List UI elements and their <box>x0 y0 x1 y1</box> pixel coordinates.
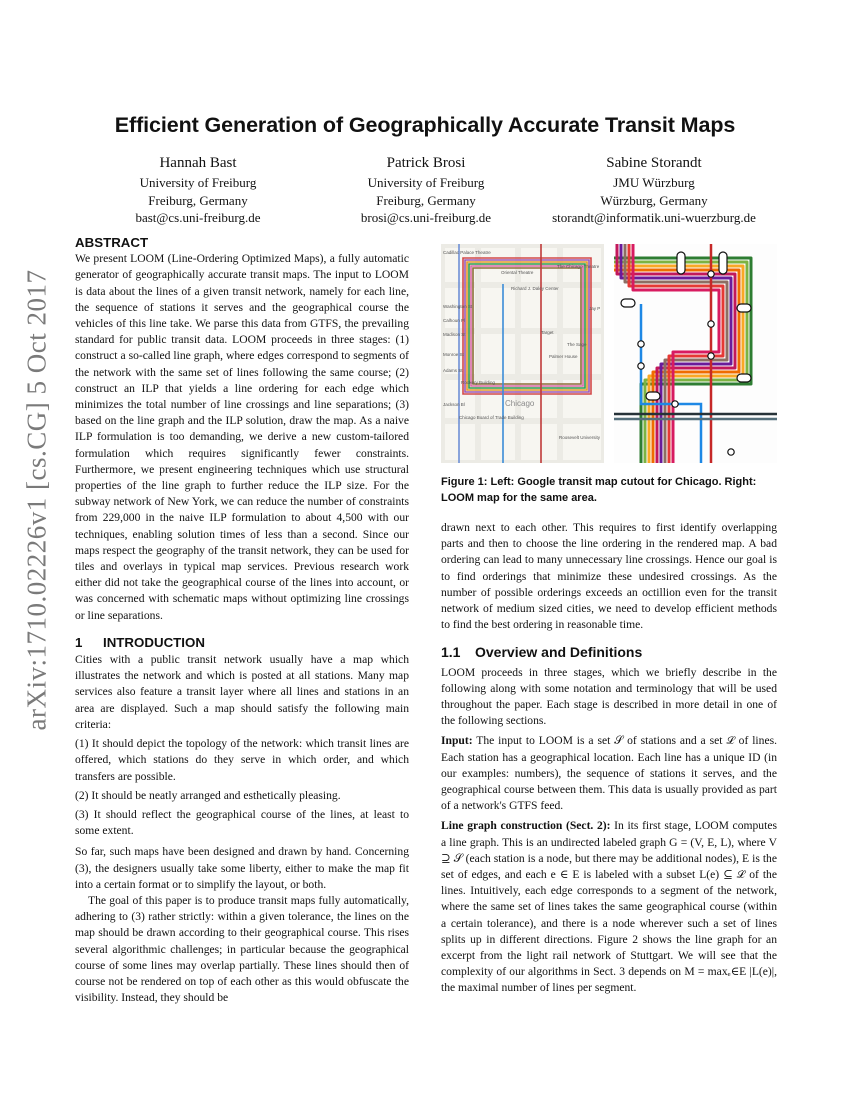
map-label: Chicago <box>505 399 535 408</box>
map-label: Roosevelt University <box>559 435 601 440</box>
paragraph: LOOM proceeds in three stages, which we briefly describe in the following along with some notation and terminology that will be used throughout the paper. Each stage is described in more detail in one of the following sections. <box>441 665 777 728</box>
criterion-item: (2) It should be neatly arranged and esthetically pleasing. <box>75 788 341 802</box>
paper-title: Efficient Generation of Geographically Accurate Transit Maps <box>114 113 736 137</box>
author-affiliation: University of Freiburg <box>139 175 257 190</box>
figure-1 <box>441 244 777 463</box>
paragraph: Line graph construction (Sect. 2): In its first stage, LOOM computes a line graph. This is an undirected labeled graph G = (V, E, L), where V ⊇ 𝒮 (each station is a node, but there may be additional nodes), E is the set of edges, and each e ∈ E is labeled with a subset L(e) ⊆ ℒ of the lines. Intuitively, each edge corresponds to a segment of the network, where the same set of lines takes the same geographical course (within a certain tolerance), and there is a node wherever such a set of lines splits up in different directions. Figure 2 shows the line graph for an excerpt from the light rail network of Stuttgart. We will see that the complexity of our algorithms in Sect. 3 depends on M = maxₑ∈E |L(e)|, the maximal number of lines per segment. <box>441 819 777 995</box>
abstract-heading: ABSTRACT <box>75 235 149 250</box>
author-affiliation: JMU Würzburg <box>613 175 695 190</box>
map-label: Madison St <box>443 332 466 337</box>
map-label: Oriental Theatre <box>501 270 534 275</box>
author-block <box>78 153 318 227</box>
author-location: Freiburg, Germany <box>148 192 248 208</box>
author-email: brosi@cs.uni-freiburg.de <box>360 210 492 225</box>
paragraph: The goal of this paper is to produce transit maps fully automatically, adhering to (3) rather strictly: within a given tolerance, the lines on the map should be drawn according to their geographical course. This rises several algorithmic challenges; in particular because the geographical course of some lines may overlap partially. These lines should then of course not be rendered on top of each other as this would obfuscate the visibility. Instead, they should be <box>75 893 409 1005</box>
map-label: The Sage <box>567 342 587 347</box>
map-label: Palmer House <box>549 354 578 359</box>
paragraph: Cities with a public transit network usually have a map which illustrates the network and which is posted at all stations. Many map services also feature a transit layer where all lines and stations in an area are displayed. Such a map should satisfy the following main criteria: <box>75 653 409 731</box>
author-name: Hannah Bast <box>159 155 237 171</box>
map-label: The Chicago Theatre <box>557 264 600 269</box>
author-location: Würzburg, Germany <box>600 192 708 208</box>
author-location: Freiburg, Germany <box>376 192 476 208</box>
section-heading: 1 INTRODUCTION <box>75 634 205 650</box>
map-label: Rookery Building <box>461 380 496 385</box>
author-affiliation: University of Freiburg <box>367 175 485 190</box>
figure-1-graphic <box>441 244 777 463</box>
paragraph: So far, such maps have been designed and drawn by hand. Concerning (3), the designers usually take some liberty, either to make the map fit into a certain format or to simplify the layout, or both. <box>75 845 409 891</box>
map-label: Target <box>541 330 554 335</box>
figure-1-caption: Figure 1: Left: Google transit map cutout for Chicago. Right: LOOM map for the same area. <box>441 476 757 504</box>
author-name: Patrick Brosi <box>386 155 466 171</box>
paragraph: drawn next to each other. This requires to first identify overlapping parts and then to choose the line ordering in the rendered map. A bad ordering can lead to many unnecessary line crossings. Hence our goal is to find orderings that minimize these undesired crossings. As the number of possible orderings exceeds an octillion even for the transit network of medium sized cities, we need to develop efficient methods to find the best ordering in reasonable time. <box>441 521 777 632</box>
author-block <box>534 153 774 227</box>
abstract-text: We present LOOM (Line-Ordering Optimized Maps), a fully automatic generator of geographically accurate transit maps. The input to LOOM is data about the lines of a given transit network, namely for each line, the sequence of stations it serves and the geographical course the vehicles of this line take. We parse this data from GTFS, the prevailing standard for public transit data. LOOM proceeds in three stages: (1) construct a so-called line graph, where edges correspond to segments of the network with the same set of lines following the same course; (2) construct an ILP that yields a line ordering for each edge which minimizes the total number of line crossings and line separations; (3) based on the line graph and the ILP solution, draw the map. As a naive ILP formulation is too demanding, we derive a new custom-tailored formulation which requires significantly fewer constraints. Furthermore, we present engineering techniques which use structural properties of the line graph to further reduce the ILP size. For the subway network of New York, we can reduce the number of constraints from 229,000 in the naive ILP formulation to about 4,500 with our techniques, enabling solution times of less than a second. Since our maps respect the geography of the transit network, they can be used for tiles and overlays in typical map services. Previous research work either did not take the geographical course of the lines into account, or was concerned with schematic maps without optimizing line crossings or line separations. <box>75 252 409 622</box>
criterion-item: (3) It should reflect the geographical course of the lines, at least to some extent. <box>75 807 409 838</box>
author-email: bast@cs.uni-freiburg.de <box>135 210 261 225</box>
map-label: Jay P <box>589 306 601 311</box>
author-email: storandt@informatik.uni-wuerzburg.de <box>552 210 756 225</box>
map-label: Jackson Bl <box>443 402 465 407</box>
map-label: Monroe St <box>443 352 464 357</box>
criterion-item: (1) It should depict the topology of the network: which transit lines are offered, which stations do they serve in which order, and which transfers are possible. <box>75 737 409 783</box>
map-label: Cadillac Palace Theatre <box>443 250 491 255</box>
author-block <box>306 153 546 227</box>
google-transit-map <box>441 244 604 463</box>
author-name: Sabine Storandt <box>606 155 702 171</box>
subsection-heading: 1.1 Overview and Definitions <box>441 644 643 661</box>
loom-map <box>614 244 777 463</box>
map-label: Calhoun Pl <box>443 318 466 323</box>
map-label: Chicago Board of Trade Building <box>459 415 524 420</box>
arxiv-identifier: arXiv:1710.02226v1 [cs.CG] 5 Oct 2017 <box>21 269 52 731</box>
map-label: Washington St <box>443 304 473 309</box>
map-label: Adams St <box>443 368 463 373</box>
map-label: Richard J. Daley Center <box>511 286 559 291</box>
left-column <box>75 235 409 1006</box>
right-column <box>441 520 777 997</box>
paragraph: Input: The input to LOOM is a set 𝒮 of stations and a set ℒ of lines. Each station has a geographical location. Each line has a unique ID (in our examples: numbers), the sequence of stations it serves, and the geographical course between them. This data is usually provided as part of a network's GTFS feed. <box>441 734 777 813</box>
